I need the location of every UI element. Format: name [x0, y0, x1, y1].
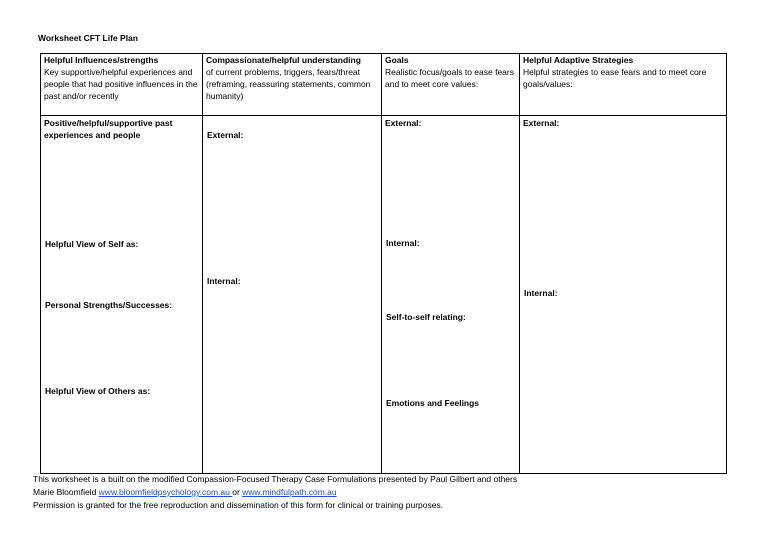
- body-row: [41, 116, 727, 474]
- body-cell-understanding[interactable]: [203, 116, 382, 474]
- footer-permission: Permission is granted for the free reproduction and dissemination of this form for clinical or training purposes.: [33, 500, 444, 510]
- header-row: [41, 54, 727, 116]
- label-internal: Internal:: [524, 288, 558, 298]
- label-self-relating: Self-to-self relating:: [386, 312, 466, 322]
- header-desc: Realistic focus/goals to ease fears and to meet core values:: [385, 67, 514, 89]
- body-cell-influences[interactable]: [41, 116, 203, 474]
- body-cell-strategies[interactable]: [520, 116, 727, 474]
- header-helpful-influences: [41, 54, 203, 116]
- body-cell-goals[interactable]: [382, 116, 520, 474]
- author-text: Marie Bloomfield: [33, 487, 99, 497]
- label-external: External:: [207, 130, 244, 140]
- label-external: External:: [523, 118, 560, 128]
- label-view-of-others: Helpful View of Others as:: [45, 386, 151, 396]
- label-positive-experiences: Positive/helpful/supportive past experiences and people: [44, 118, 173, 140]
- label-internal: Internal:: [207, 276, 241, 286]
- header-title: Goals: [385, 55, 409, 65]
- link-bloomfield[interactable]: www.bloomfieldpsychology.com.au: [98, 487, 233, 497]
- link-separator: or: [232, 487, 243, 497]
- worksheet-title: Worksheet CFT Life Plan: [38, 33, 138, 43]
- label-external: External:: [385, 118, 422, 128]
- label-view-of-self: Helpful View of Self as:: [45, 239, 139, 249]
- header-desc: Key supportive/helpful experiences and people that had positive influences in the past and/or recently: [44, 67, 198, 101]
- header-title: Helpful Influences/strengths: [44, 55, 159, 65]
- header-title: Helpful Adaptive Strategies: [523, 55, 634, 65]
- footer-attribution: This worksheet is a built on the modified Compassion-Focused Therapy Case Formulations presented by Paul Gilbert and others: [33, 474, 518, 484]
- header-desc: of current problems, triggers, fears/threat (reframing, reassuring statements, common humanity): [206, 67, 371, 101]
- link-mindfulpath[interactable]: www.mindfulpath.com.au: [242, 487, 337, 497]
- header-title: Compassionate/helpful understanding: [206, 55, 361, 65]
- header-goals: [382, 54, 520, 116]
- header-desc: Helpful strategies to ease fears and to meet core goals/values:: [523, 67, 707, 89]
- header-adaptive-strategies: [520, 54, 727, 116]
- footer-author-line: [33, 486, 337, 499]
- label-emotions-feelings: Emotions and Feelings: [386, 398, 480, 408]
- header-compassionate-understanding: [203, 54, 382, 116]
- label-internal: Internal:: [386, 238, 420, 248]
- worksheet-table: [40, 53, 727, 474]
- label-personal-strengths: Personal Strengths/Successes:: [45, 300, 173, 310]
